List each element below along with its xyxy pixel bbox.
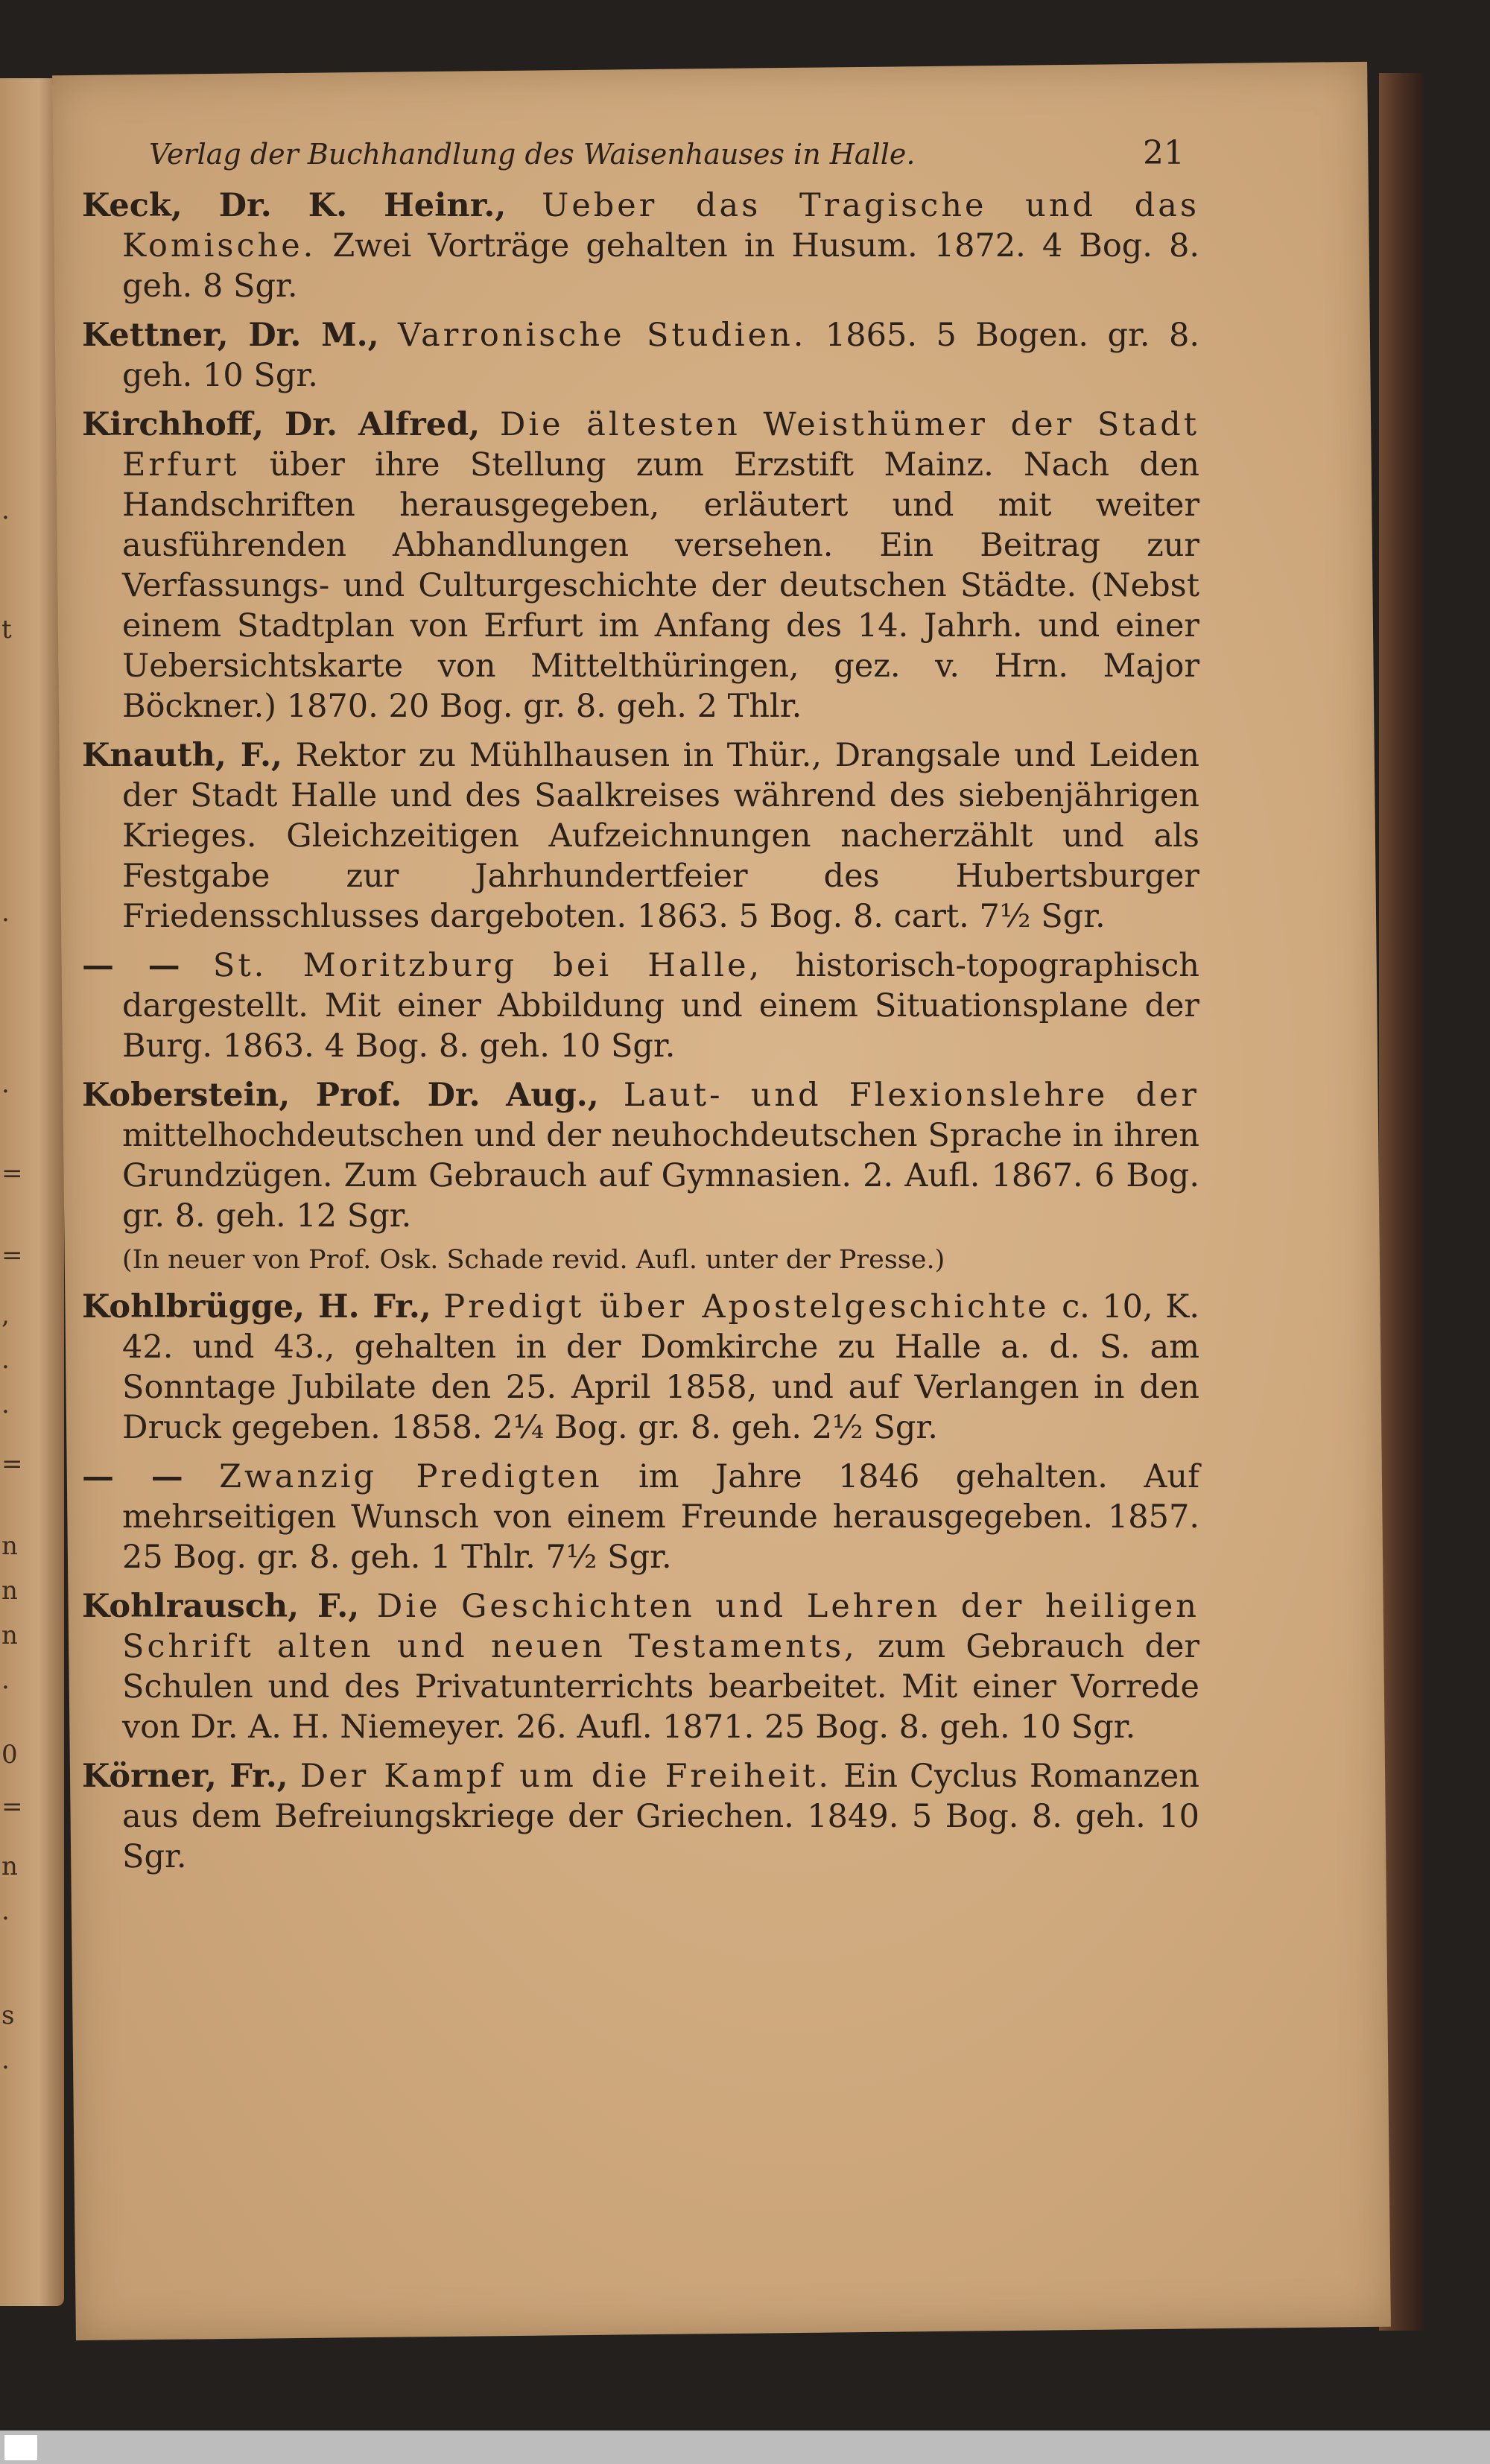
entry-title: Varronische Studien. [398,317,807,354]
entry-title: Laut- und Flexionslehre der [623,1077,1199,1114]
catalog-entry [82,735,1199,937]
entry-details: Zwei Vorträge gehalten in Husum. 1872. 4 Bog. 8. geh. 8 Sgr. [122,227,1200,305]
entry-note: (In neuer von Prof. Osk. Schade revid. Aufl. unter der Presse.) [122,1245,945,1275]
left-page-fragment: t [1,615,12,644]
entry-title: St. Moritzburg bei Halle, [212,947,763,984]
left-page-fragment: = [1,1159,23,1188]
entry-details: historisch-topographisch dargestellt. Mit einer Abbildung und einem Situationsplane der Burg. 1863. 4 Bog. 8. geh. 10 Sgr. [122,947,1199,1065]
entry-author: Kohlbrügge, H. Fr., [82,1288,431,1326]
scan-bottom-band [0,2430,1490,2464]
left-page-fragment: n [1,1576,18,1606]
catalog-entry [82,1756,1199,1877]
entry-author: Kettner, Dr. M., [82,317,379,354]
catalog-entry [82,186,1199,306]
left-page-fragment: . [1,1390,10,1419]
page-number: 21 [1143,134,1185,172]
entry-author: Körner, Fr., [82,1758,288,1795]
left-page-fragment: = [1,1449,23,1479]
entry-details: Rektor zu Mühlhausen in Thür., Drangsale und Leiden der Stadt Halle und des Saalkreises während des siebenjährigen Krieges. Gleichzeitigen Aufzeichnungen nacherzählt und als Festgabe zur Jahrhundertfeier des Hubertsburger Friedensschlusses dargeboten. 1863. 5 Bog. 8. cart. 7½ Sgr. [122,737,1199,935]
left-page-fragment: . [1,898,10,928]
left-page-fragment: n [1,1531,18,1561]
entry-author: Koberstein, Prof. Dr. Aug., [82,1077,599,1114]
entry-title: Ueber das Tragische und das Komische. [122,187,1200,265]
left-page-fragment: s [1,2001,15,2030]
page-header [149,134,1199,172]
library-logo [4,2435,37,2460]
left-page-fragment: . [1,1665,10,1695]
left-page-fragment: . [1,495,10,525]
page-content [82,134,1199,1886]
catalog-entry [82,1457,1199,1577]
left-page-fragment: n [1,1621,18,1650]
entry-author: Keck, Dr. K. Heinr., [82,187,507,224]
catalog-entry [82,405,1199,726]
catalog-entry [82,946,1199,1066]
entry-details: 1865. 5 Bogen. gr. 8. geh. 10 Sgr. [122,317,1199,394]
entry-author: Kohlrausch, F., [82,1588,360,1625]
entry-author: Kirchhoff, Dr. Alfred, [82,406,481,443]
entry-details: im Jahre 1846 gehalten. Auf mehrseitigen Wunsch von einem Freunde herausgegeben. 1857. 25 Bog. gr. 8. geh. 1 Thlr. 7½ Sgr. [122,1458,1199,1576]
catalog-entry [82,1287,1199,1448]
left-page-fragment: . [1,1896,10,1926]
catalog-entry [82,315,1199,396]
left-page-edge [0,78,64,2306]
entry-title: Die Geschichten und Lehren der heiligen Schrift alten und neuen Testaments, [122,1588,1199,1665]
left-page-fragment: . [1,2045,10,2075]
catalog-entry [82,1075,1199,1236]
running-title: Verlag der Buchhandlung des Waisenhauses in Halle. [149,138,916,171]
left-page-fragment: 0 [1,1740,18,1770]
entry-title: Die ältesten Weisthümer der Stadt Erfurt [122,406,1200,484]
left-page-fragment: , [1,1300,10,1330]
entry-details: mittelhochdeutschen und der neuhochdeutschen Sprache in ihren Grundzügen. Zum Gebrauch auf Gymnasien. 2. Aufl. 1867. 6 Bog. gr. 8. geh. 12 Sgr. [122,1117,1199,1235]
left-page-fragment: n [1,1852,18,1881]
left-page-fragment: = [1,1241,23,1270]
entry-details: c. 10, K. 42. und 43., gehalten in der Domkirche zu Halle a. d. S. am Sonntage Jubilate den 25. April 1858, und auf Verlangen in den Druck gegeben. 1858. 2¼ Bog. gr. 8. geh. 2½ Sgr. [122,1288,1199,1446]
entry-author: — — [82,947,180,984]
entry-title: Der Kampf um die Freiheit. [299,1758,832,1795]
left-page-fragment: = [1,1792,23,1822]
entry-author: — — [82,1458,183,1495]
entry-title: Zwanzig Predigten [219,1458,603,1495]
left-page-fragment: . [1,1069,10,1099]
entry-details: über ihre Stellung zum Erzstift Mainz. Nach den Handschriften herausgegeben, erläutert und mit weiter ausführenden Abhandlungen versehen. Ein Beitrag zur Verfassungs- und Culturgeschichte der deutschen Städte. (Nebst einem Stadtplan von Erfurt im Anfang des 14. Jahrh. und einer Uebersichtskarte von Mittelthüringen, gez. v. Hrn. Major Böckner.) 1870. 20 Bog. gr. 8. geh. 2 Thlr. [122,446,1200,725]
catalog-entry [82,1586,1199,1747]
entry-details: zum Gebrauch der Schulen und des Privatunterrichts bearbeitet. Mit einer Vorrede von Dr. A. H. Niemeyer. 26. Aufl. 1871. 25 Bog. 8. geh. 10 Sgr. [122,1628,1200,1746]
left-page-fragment: . [1,1345,10,1375]
entry-author: Knauth, F., [82,737,282,774]
entry-title: Predigt über Apostelgeschichte [443,1288,1050,1326]
entry-details: Ein Cyclus Romanzen aus dem Befreiungskriege der Griechen. 1849. 5 Bog. 8. geh. 10 Sgr. [122,1758,1199,1875]
